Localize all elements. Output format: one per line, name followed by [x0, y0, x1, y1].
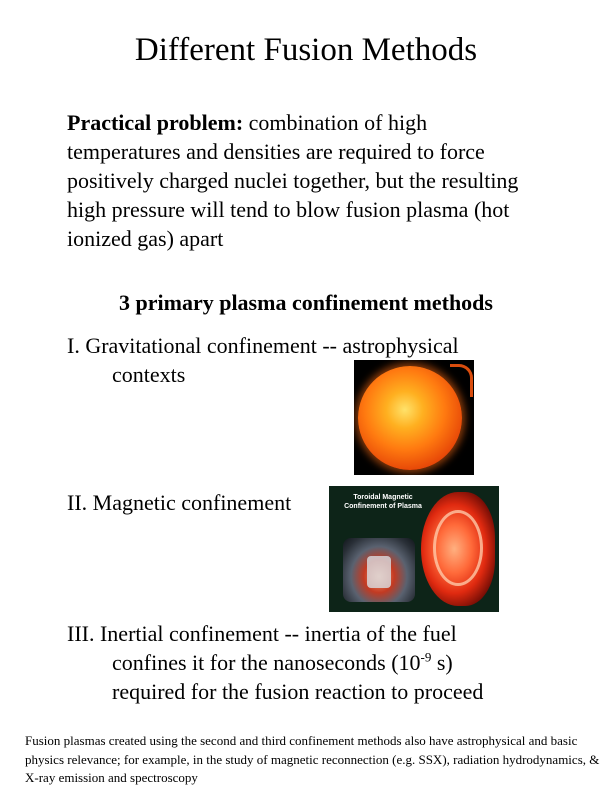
problem-label: Practical problem:: [67, 110, 244, 135]
method-1-line2: contexts: [112, 362, 186, 387]
problem-text: combination of high temperatures and densities are required to force positively charged nuclei together, but the resulting high pressure will tend to blow fusion plasma (hot ionized gas) apart: [67, 110, 519, 251]
solar-prominence-icon: [450, 364, 473, 397]
tokamak-image: [329, 486, 499, 612]
methods-heading: 3 primary plasma confinement methods: [119, 290, 493, 315]
method-magnetic: [67, 488, 327, 517]
method-3-line2: [67, 648, 567, 677]
method-3-exponent: -9: [420, 649, 432, 665]
footnote: Fusion plasmas created using the second and third confinement methods also have astrophysical and basic physics relevance; for example, in the study of magnetic reconnection (e.g. SSX), radiation hydrodynamics, & X-ray emission and spectroscopy: [25, 733, 600, 785]
sun-disc-icon: [358, 366, 462, 470]
page-title: Different Fusion Methods: [134, 32, 478, 68]
plasma-ring-icon: [433, 510, 483, 586]
method-3-line3: required for the fusion reaction to proceed: [112, 679, 484, 704]
method-2-line1: II. Magnetic confinement: [67, 490, 292, 515]
method-1-line1: I. Gravitational confinement -- astrophysical: [67, 333, 459, 358]
method-inertial: [67, 619, 567, 706]
tokamak-caption: Toroidal Magnetic Confinement of Plasma: [344, 494, 422, 510]
problem-statement: [67, 108, 537, 253]
sun-image: [354, 360, 474, 475]
method-3-line1: III. Inertial confinement -- inertia of the fuel: [67, 621, 457, 646]
method-3-line2-post: s): [431, 650, 453, 675]
tokamak-core-icon: [367, 556, 391, 588]
method-3-line2-pre: confines it for the nanoseconds (10: [112, 650, 421, 675]
